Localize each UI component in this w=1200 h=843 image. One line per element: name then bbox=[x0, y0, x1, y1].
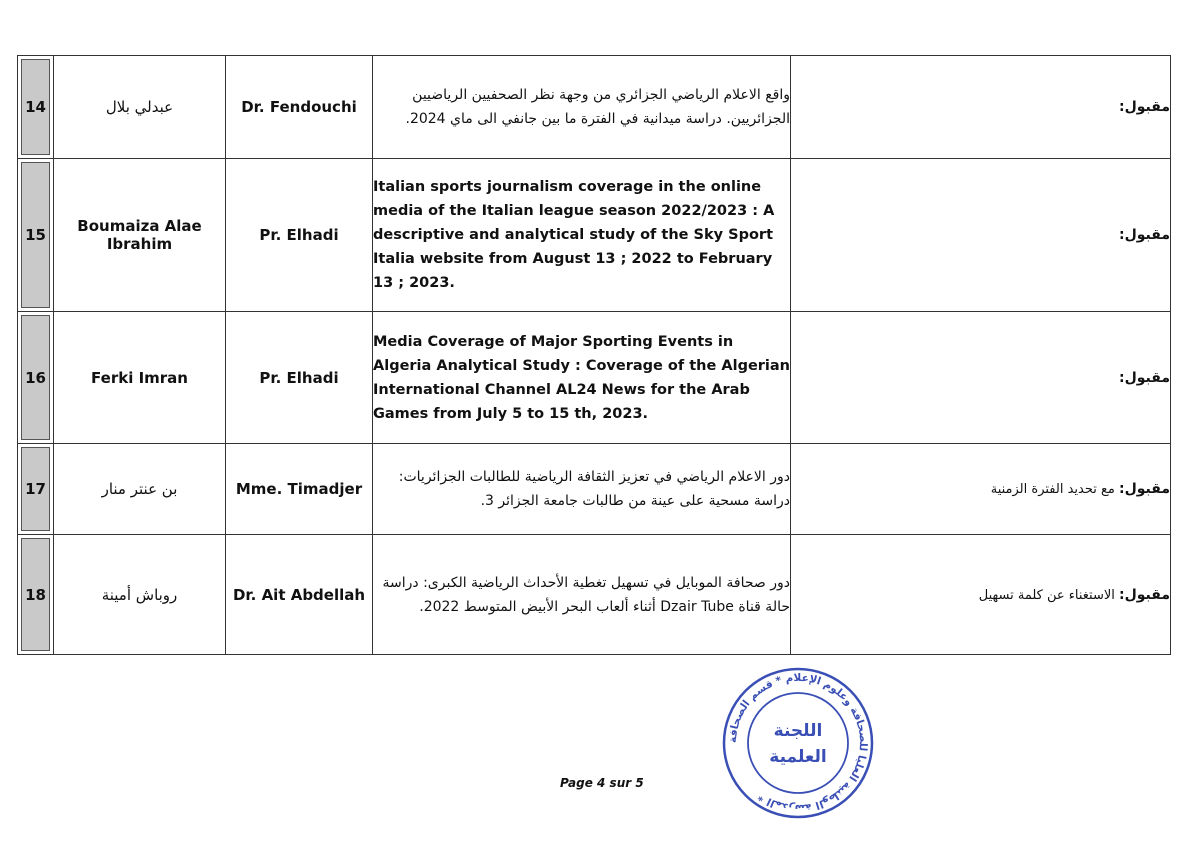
supervisor-name: Dr. Ait Abdellah bbox=[226, 535, 373, 655]
decision-cell bbox=[791, 444, 1171, 535]
student-name: Ferki Imran bbox=[54, 312, 226, 444]
student-name: بن عنتر منار bbox=[54, 444, 226, 535]
decision-note: مع تحديد الفترة الزمنية bbox=[990, 482, 1115, 497]
decision-label: مقبول: bbox=[1119, 99, 1170, 115]
decision-cell bbox=[791, 535, 1171, 655]
row-number: 16 bbox=[18, 312, 54, 444]
decision-cell bbox=[791, 159, 1171, 312]
student-name: Boumaiza Alae Ibrahim bbox=[54, 159, 226, 312]
supervisor-name: Pr. Elhadi bbox=[226, 312, 373, 444]
decision-label: مقبول: bbox=[1119, 586, 1170, 603]
thesis-title: Media Coverage of Major Sporting Events in Algeria Analytical Study : Coverage of the Algerian International Channel AL24 News for the Arab Games from July 5 to 15 th, 2023. bbox=[373, 312, 791, 444]
stamp-outer-text: المدرسة الوطنية العليا للصحافة وعلوم الإعلام * قسم الصحافة * bbox=[726, 671, 870, 815]
thesis-title: واقع الاعلام الرياضي الجزائري من وجهة نظر الصحفيين الرياضيين الجزائريين. دراسة ميدانية في الفترة ما بين جانفي الى ماي 2024. bbox=[373, 56, 791, 159]
student-name: عبدلي بلال bbox=[54, 56, 226, 159]
official-stamp bbox=[720, 662, 876, 824]
row-number: 17 bbox=[18, 444, 54, 535]
thesis-title: دور الاعلام الرياضي في تعزيز الثقافة الرياضية للطالبات الجزائريات: دراسة مسحية على عينة من طالبات جامعة الجزائر 3. bbox=[373, 444, 791, 535]
supervisor-name: Mme. Timadjer bbox=[226, 444, 373, 535]
student-name: روباش أمينة bbox=[54, 535, 226, 655]
decision-note: الاستغناء عن كلمة تسهيل bbox=[978, 587, 1115, 603]
table-row bbox=[18, 535, 1171, 655]
page-number: Page 4 sur 5 bbox=[560, 776, 644, 790]
thesis-title: دور صحافة الموبايل في تسهيل تغطية الأحداث الرياضية الكبرى: دراسة حالة قناة Dzair Tube أثناء ألعاب البحر الأبيض المتوسط 2022. bbox=[373, 535, 791, 655]
decision-label: مقبول: bbox=[1119, 227, 1170, 243]
decision-cell bbox=[791, 312, 1171, 444]
stamp-graphic bbox=[720, 662, 876, 824]
supervisor-name: Pr. Elhadi bbox=[226, 159, 373, 312]
projects-table bbox=[17, 55, 1171, 655]
table-row bbox=[18, 312, 1171, 444]
decision-label: مقبول: bbox=[1119, 481, 1170, 497]
stamp-outer-ring bbox=[724, 669, 872, 817]
thesis-title: Italian sports journalism coverage in the online media of the Italian league season 2022/2023 : A descriptive and analytical study of the Sky Sport Italia website from August 13 ; 2022 to February 13 ; 2023. bbox=[373, 159, 791, 312]
stamp-inner-line2: العلمية bbox=[769, 747, 827, 767]
supervisor-name: Dr. Fendouchi bbox=[226, 56, 373, 159]
stamp-inner-line1: اللجنة bbox=[773, 721, 823, 741]
row-number: 15 bbox=[18, 159, 54, 312]
table-row bbox=[18, 159, 1171, 312]
table-row bbox=[18, 444, 1171, 535]
decision-label: مقبول: bbox=[1119, 369, 1170, 386]
stamp-inner-ring bbox=[748, 693, 848, 793]
table-row bbox=[18, 56, 1171, 159]
row-number: 18 bbox=[18, 535, 54, 655]
decision-cell bbox=[791, 56, 1171, 159]
row-number: 14 bbox=[18, 56, 54, 159]
